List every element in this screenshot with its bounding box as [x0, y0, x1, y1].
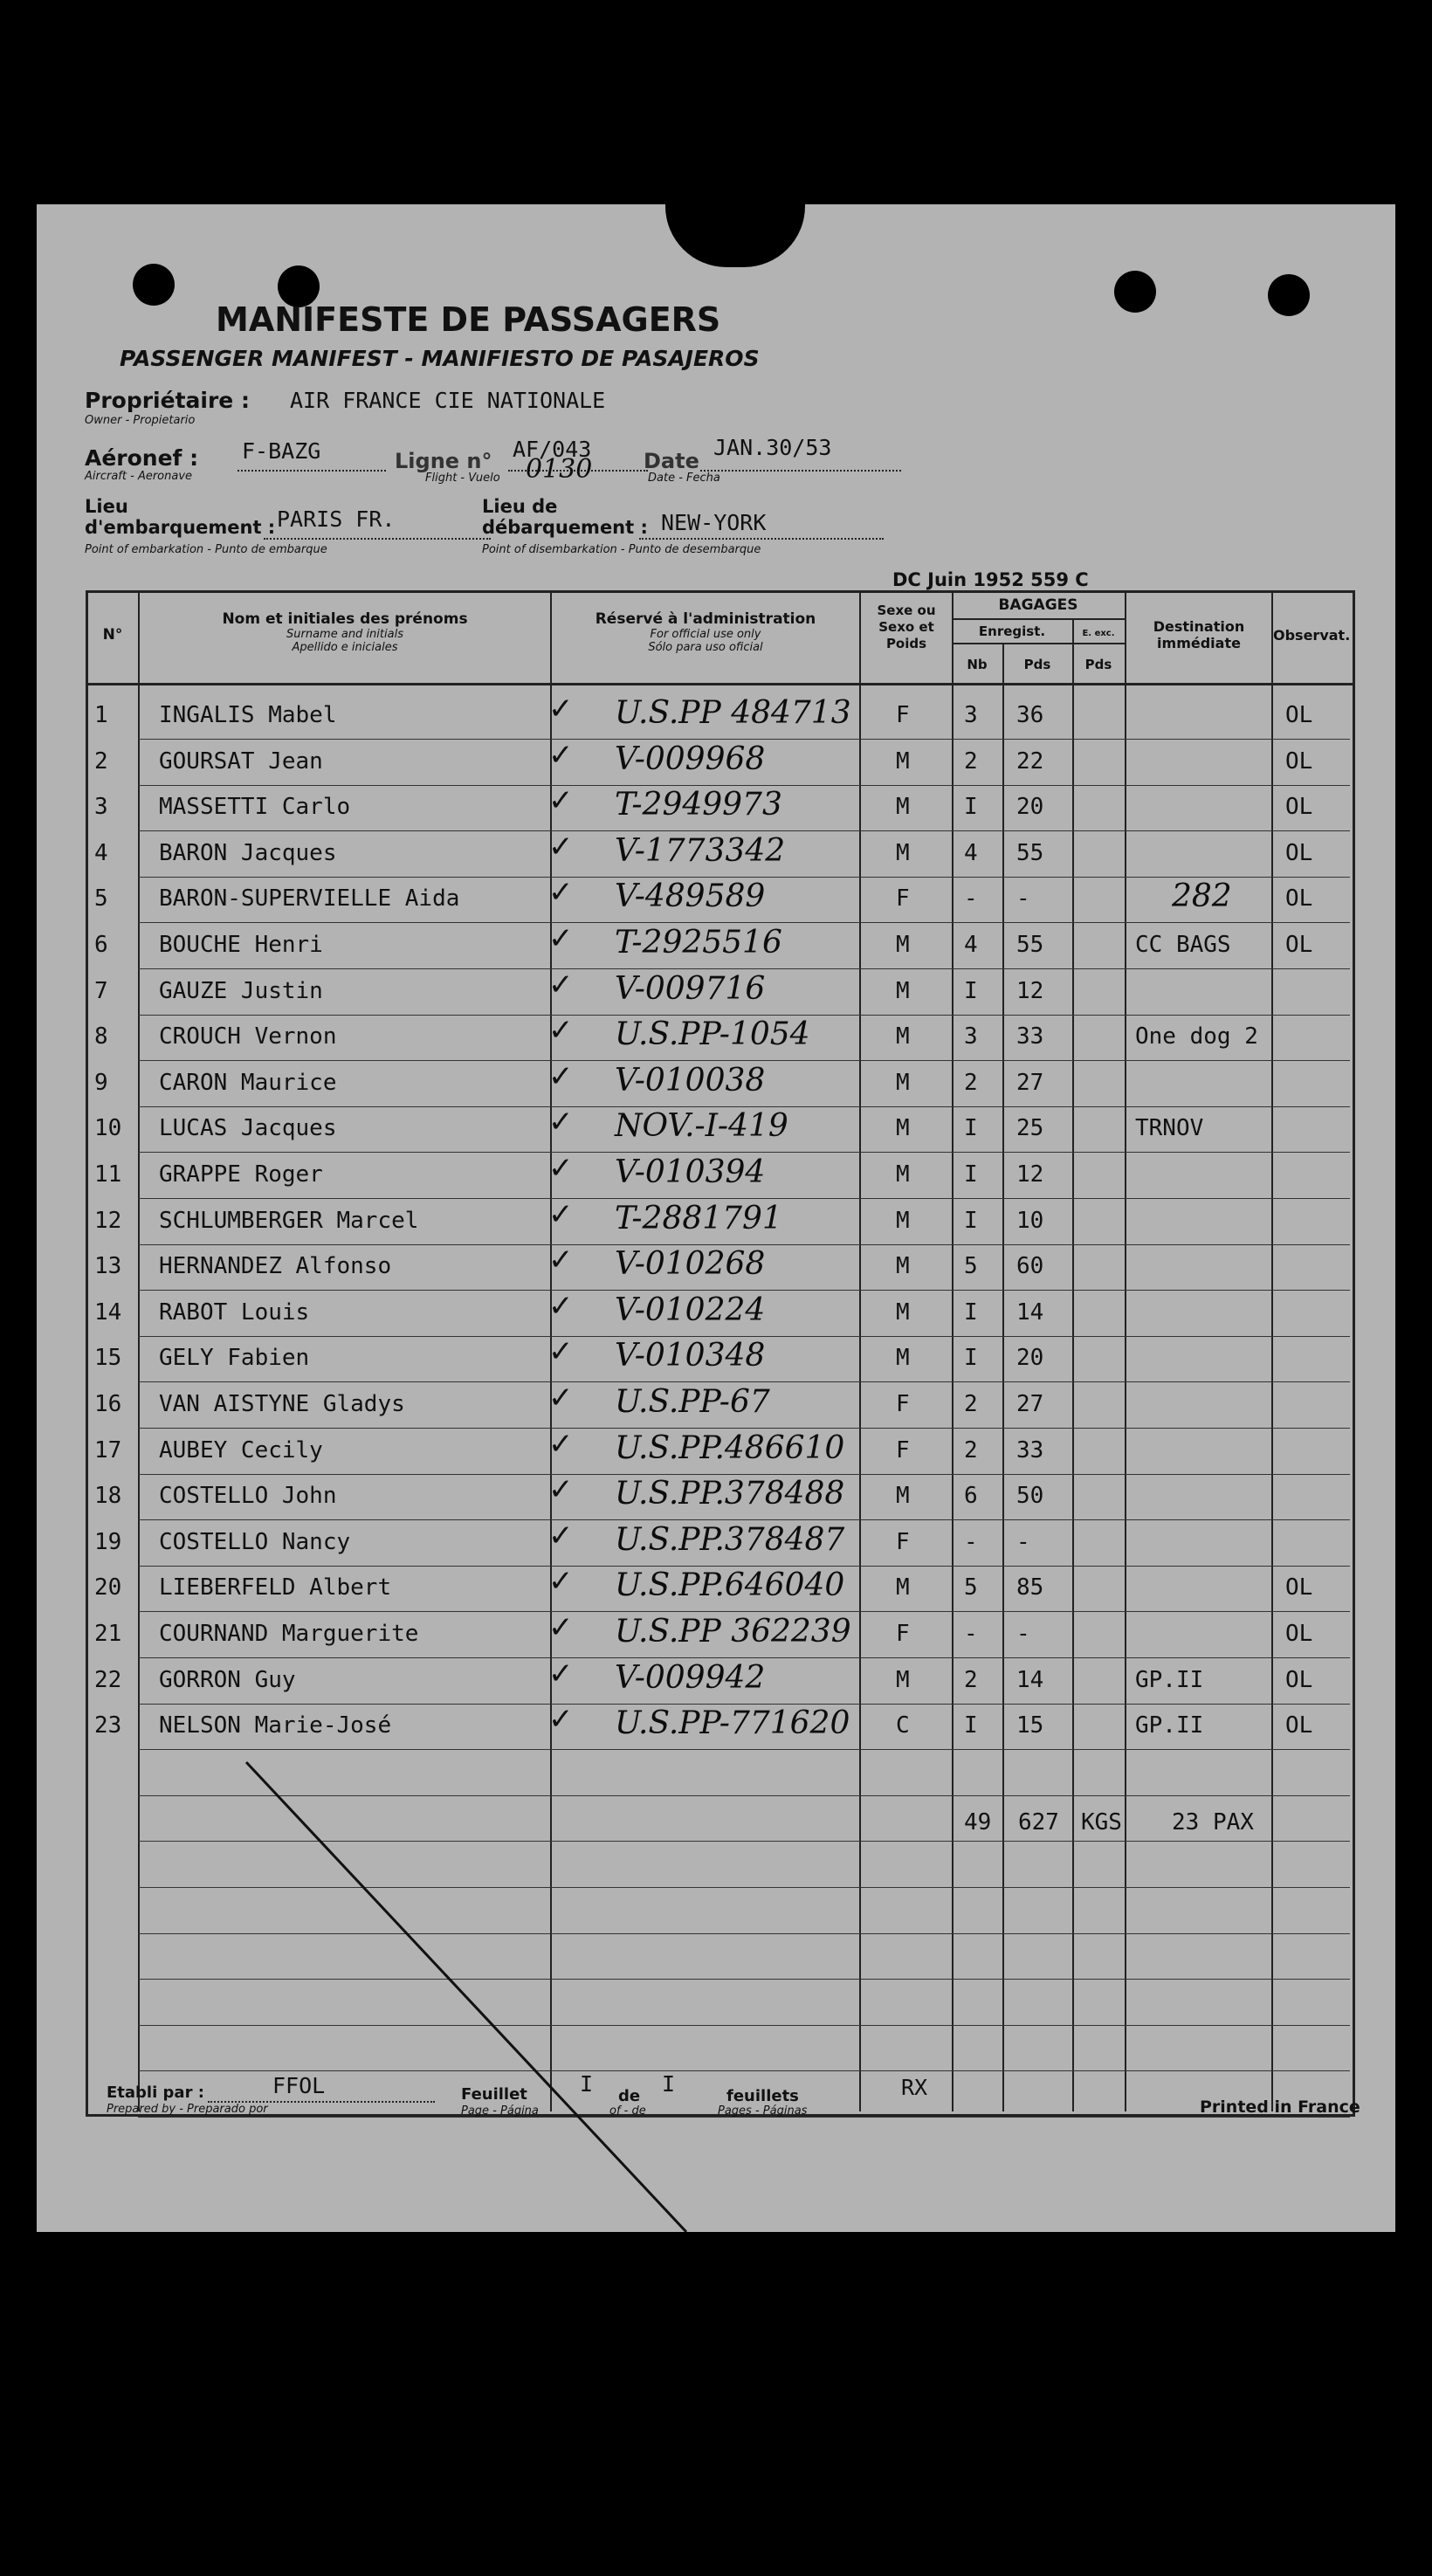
cell-no: 17 — [94, 1436, 122, 1464]
flight-value: AF/043 — [513, 437, 592, 462]
cell-no: 1 — [94, 702, 108, 728]
embark-value: PARIS FR. — [277, 506, 396, 532]
col-name-es: Apellido e iniciales — [292, 641, 398, 654]
cell-nb: 5 — [964, 1253, 978, 1280]
cell-obs: OL — [1285, 1621, 1313, 1647]
cell-name: HERNANDEZ Alfonso — [159, 1253, 392, 1280]
col-sex: Sexe ou Sexo et Poids — [877, 603, 936, 651]
cell-sex: M — [896, 932, 910, 958]
cell-no: 6 — [94, 932, 108, 958]
cell-sex: M — [896, 1253, 910, 1280]
disembark-label-2: débarquement : — [482, 517, 648, 538]
cell-sex: M — [896, 839, 910, 866]
cell-nb: 2 — [964, 1391, 978, 1417]
cell-sex: M — [896, 1345, 910, 1372]
cell-sex: M — [896, 747, 910, 775]
cell-doc: V-009716 — [615, 970, 766, 1007]
form-code-rx: RX — [901, 2075, 928, 2100]
check-mark-icon: ✓ — [548, 1105, 574, 1140]
check-mark-icon: ✓ — [548, 1656, 574, 1691]
cell-pds: 15 — [1016, 1712, 1044, 1739]
flight-value-2: 0130 — [526, 454, 593, 485]
cell-sex: M — [896, 1115, 910, 1142]
col-dest: Destination immédiate — [1153, 618, 1245, 651]
cell-pds: 60 — [1016, 1253, 1044, 1280]
col-no: N° — [102, 626, 123, 644]
cell-pds: 25 — [1016, 1115, 1044, 1142]
cell-no: 3 — [94, 794, 108, 821]
cell-doc: V-010348 — [615, 1338, 766, 1374]
cell-no: 10 — [94, 1115, 122, 1142]
owner-sublabel: Owner - Propietario — [85, 414, 196, 427]
cell-name: COURNAND Marguerite — [159, 1621, 419, 1647]
cell-pds: 55 — [1016, 839, 1044, 866]
check-mark-icon: ✓ — [548, 1013, 574, 1049]
cell-dest: CC BAGS — [1135, 932, 1231, 958]
cell-no: 7 — [94, 977, 108, 1004]
check-mark-icon: ✓ — [548, 783, 574, 819]
cell-no: 11 — [94, 1161, 122, 1188]
cell-sex: F — [896, 1621, 910, 1647]
cell-obs: OL — [1285, 1666, 1313, 1693]
disembark-value: NEW-YORK — [661, 510, 767, 535]
cell-obs: OL — [1285, 932, 1313, 958]
cell-name: SCHLUMBERGER Marcel — [159, 1207, 419, 1234]
cell-no: 21 — [94, 1621, 122, 1647]
cell-name: VAN AISTYNE Gladys — [159, 1391, 405, 1417]
cell-nb: - — [964, 1621, 978, 1647]
cell-obs: OL — [1285, 702, 1313, 728]
cell-name: COSTELLO Nancy — [159, 1528, 351, 1555]
cell-doc: U.S.PP.378487 — [615, 1521, 845, 1558]
check-mark-icon: ✓ — [548, 1610, 574, 1645]
cell-no: 2 — [94, 747, 108, 775]
aircraft-sublabel: Aircraft - Aeronave — [85, 470, 193, 483]
check-mark-icon: ✓ — [548, 1334, 574, 1370]
cell-name: AUBEY Cecily — [159, 1436, 323, 1464]
cell-sex: M — [896, 1207, 910, 1234]
prepared-label: Etabli par : — [107, 2084, 204, 2102]
prepared-sublabel: Prepared by - Preparado por — [107, 2103, 268, 2116]
cell-doc: T-2949973 — [615, 787, 782, 823]
sheet-value: I — [580, 2071, 594, 2097]
col-admin-fr: Réservé à l'administration — [595, 610, 816, 628]
cell-sex: F — [896, 885, 910, 913]
owner-label: Propriétaire : — [85, 388, 250, 413]
date-label: Date — [644, 449, 699, 473]
cell-name: BARON Jacques — [159, 839, 337, 866]
cell-pds: 50 — [1016, 1483, 1044, 1510]
cell-doc: V-1773342 — [615, 832, 786, 869]
cell-name: BARON-SUPERVIELLE Aida — [159, 885, 460, 913]
cell-obs: OL — [1285, 747, 1313, 775]
cell-no: 13 — [94, 1253, 122, 1280]
check-mark-icon: ✓ — [548, 921, 574, 956]
cell-pds: 12 — [1016, 977, 1044, 1004]
cell-obs: OL — [1285, 794, 1313, 821]
cell-no: 19 — [94, 1528, 122, 1555]
cell-pds: 12 — [1016, 1161, 1044, 1188]
sheet-sublabel: Page - Página — [461, 2104, 539, 2118]
col-admin-en: For official use only — [650, 628, 761, 641]
cell-name: GORRON Guy — [159, 1666, 296, 1693]
cell-doc: V-009968 — [615, 740, 766, 777]
cell-name: BOUCHE Henri — [159, 932, 323, 958]
cell-pds: 20 — [1016, 1345, 1044, 1372]
cell-dest: TRNOV — [1135, 1115, 1204, 1142]
cell-pds: 14 — [1016, 1666, 1044, 1693]
embark-label-1: Lieu — [85, 496, 128, 517]
cell-dest: One dog 2 — [1135, 1023, 1258, 1050]
cell-name: CARON Maurice — [159, 1069, 337, 1096]
col-enregist: Enregist. — [978, 623, 1046, 639]
page-title: MANIFESTE DE PASSAGERS — [216, 300, 721, 339]
cell-nb: 4 — [964, 839, 978, 866]
cell-nb: - — [964, 885, 978, 913]
check-mark-icon: ✓ — [548, 1564, 574, 1600]
cell-doc: V-010394 — [615, 1154, 766, 1190]
total-pax: 23 PAX — [1172, 1809, 1254, 1836]
cell-obs: OL — [1285, 1574, 1313, 1601]
col-pds: Pds — [1023, 657, 1051, 672]
cell-sex: M — [896, 1574, 910, 1601]
check-mark-icon: ✓ — [548, 1058, 574, 1094]
cell-nb: 2 — [964, 747, 978, 775]
cell-name: LUCAS Jacques — [159, 1115, 337, 1142]
cell-obs: OL — [1285, 1712, 1313, 1739]
cell-nb: 3 — [964, 702, 978, 728]
cell-no: 8 — [94, 1023, 108, 1050]
cell-no: 15 — [94, 1345, 122, 1372]
cell-pds: 14 — [1016, 1298, 1044, 1326]
cell-nb: 3 — [964, 1023, 978, 1050]
cell-name: RABOT Louis — [159, 1298, 310, 1326]
flight-sublabel: Flight - Vuelo — [425, 472, 500, 485]
cell-sex: M — [896, 1666, 910, 1693]
check-mark-icon: ✓ — [548, 967, 574, 1002]
cell-sex: F — [896, 1436, 910, 1464]
total-nb: 49 — [964, 1809, 992, 1836]
check-mark-icon: ✓ — [548, 1288, 574, 1324]
check-mark-icon: ✓ — [548, 1518, 574, 1553]
cell-pds: 36 — [1016, 702, 1044, 728]
cell-no: 14 — [94, 1298, 122, 1326]
cell-pds: 85 — [1016, 1574, 1044, 1601]
cell-no: 22 — [94, 1666, 122, 1693]
cell-no: 16 — [94, 1391, 122, 1417]
manifest-sheet — [37, 204, 1395, 2232]
cell-name: GELY Fabien — [159, 1345, 310, 1372]
aircraft-label: Aéronef : — [85, 445, 199, 471]
cell-dest: GP.II — [1135, 1666, 1204, 1693]
cell-nb: I — [964, 1298, 978, 1326]
cell-name: GAUZE Justin — [159, 977, 323, 1004]
form-code: DC Juin 1952 559 C — [892, 569, 1089, 590]
of-value: I — [662, 2071, 676, 2097]
cell-sex: F — [896, 1391, 910, 1417]
cell-name: MASSETTI Carlo — [159, 794, 351, 821]
cell-name: COSTELLO John — [159, 1483, 337, 1510]
aircraft-value: F-BAZG — [242, 438, 321, 464]
cell-doc: T-2925516 — [615, 925, 782, 961]
cell-pds: - — [1016, 1528, 1030, 1555]
cell-doc: U.S.PP.486610 — [615, 1429, 845, 1466]
check-mark-icon: ✓ — [548, 875, 574, 911]
cell-name: CROUCH Vernon — [159, 1023, 337, 1050]
col-name-en: Surname and initials — [286, 628, 403, 641]
printed-note: Printed in France — [1200, 2097, 1360, 2117]
cell-nb: 6 — [964, 1483, 978, 1510]
cell-doc: V-010268 — [615, 1246, 766, 1283]
owner-value: AIR FRANCE CIE NATIONALE — [290, 388, 606, 413]
check-mark-icon: ✓ — [548, 829, 574, 864]
of-label: de — [618, 2087, 641, 2105]
cell-sex: F — [896, 702, 910, 728]
cell-nb: 2 — [964, 1069, 978, 1096]
cell-obs: OL — [1285, 839, 1313, 866]
check-mark-icon: ✓ — [548, 1196, 574, 1232]
pages-sublabel: Pages - Páginas — [718, 2104, 808, 2118]
cell-nb: I — [964, 1161, 978, 1188]
cell-sex: M — [896, 1023, 910, 1050]
cell-name: GRAPPE Roger — [159, 1161, 323, 1188]
page-subtitle: PASSENGER MANIFEST - MANIFIESTO DE PASAJEROS — [120, 346, 760, 371]
cell-no: 5 — [94, 885, 108, 913]
cell-doc: U.S.PP 484713 — [615, 695, 851, 731]
cell-pds: 27 — [1016, 1069, 1044, 1096]
cell-doc: V-010224 — [615, 1291, 766, 1328]
cell-nb: 2 — [964, 1436, 978, 1464]
date-sublabel: Date - Fecha — [648, 472, 720, 485]
cell-pds: 20 — [1016, 794, 1044, 821]
prepared-value: FFOL — [272, 2073, 326, 2098]
cell-name: INGALIS Mabel — [159, 702, 337, 728]
cell-sex: M — [896, 794, 910, 821]
cell-doc: U.S.PP 362239 — [615, 1614, 851, 1650]
cell-pds: - — [1016, 885, 1030, 913]
cell-doc: V-489589 — [615, 878, 766, 915]
cell-nb: I — [964, 977, 978, 1004]
cell-doc: U.S.PP-67 — [615, 1384, 770, 1420]
check-mark-icon: ✓ — [548, 1151, 574, 1186]
col-name-fr: Nom et initiales des prénoms — [222, 610, 468, 628]
cell-no: 18 — [94, 1483, 122, 1510]
cell-pds: 33 — [1016, 1436, 1044, 1464]
cell-doc: U.S.PP.646040 — [615, 1567, 845, 1604]
col-admin-es: Sólo para uso oficial — [648, 641, 763, 654]
cell-pds: 27 — [1016, 1391, 1044, 1417]
check-mark-icon: ✓ — [548, 1426, 574, 1462]
cell-doc: U.S.PP-1054 — [615, 1016, 810, 1053]
cell-sex: M — [896, 1483, 910, 1510]
pages-label: feuillets — [726, 2087, 799, 2105]
col-obs: Observat. — [1273, 627, 1351, 644]
check-mark-icon: ✓ — [548, 692, 574, 727]
flight-label: Ligne n° — [395, 449, 492, 473]
cell-nb: - — [964, 1528, 978, 1555]
cell-no: 12 — [94, 1207, 122, 1234]
cell-no: 20 — [94, 1574, 122, 1601]
cell-sex: M — [896, 977, 910, 1004]
check-mark-icon: ✓ — [548, 1243, 574, 1278]
cell-pds: - — [1016, 1621, 1030, 1647]
cell-dest: GP.II — [1135, 1712, 1204, 1739]
cell-pds: 10 — [1016, 1207, 1044, 1234]
total-pds: 627 — [1018, 1809, 1059, 1836]
cell-nb: I — [964, 1345, 978, 1372]
cell-dest: 282 — [1172, 878, 1232, 915]
cell-pds: 55 — [1016, 932, 1044, 958]
check-mark-icon: ✓ — [548, 1702, 574, 1738]
disembark-sublabel: Point of disembarkation - Punto de desembarque — [482, 543, 761, 556]
col-nb: Nb — [967, 657, 988, 672]
cell-nb: I — [964, 794, 978, 821]
check-mark-icon: ✓ — [548, 1381, 574, 1415]
cell-nb: 5 — [964, 1574, 978, 1601]
cell-pds: 33 — [1016, 1023, 1044, 1050]
cell-doc: U.S.PP.378488 — [615, 1476, 845, 1512]
check-mark-icon: ✓ — [548, 1472, 574, 1508]
cell-doc: NOV.-I-419 — [615, 1108, 788, 1145]
cell-no: 9 — [94, 1069, 108, 1096]
cell-sex: M — [896, 1298, 910, 1326]
total-unit: KGS — [1081, 1809, 1122, 1836]
cell-nb: 4 — [964, 932, 978, 958]
cell-nb: I — [964, 1115, 978, 1142]
date-value: JAN.30/53 — [713, 435, 832, 460]
embark-sublabel: Point of embarkation - Punto de embarque — [85, 543, 327, 556]
strike-line — [37, 204, 1395, 2232]
of-sublabel: of - de — [609, 2104, 646, 2118]
cell-doc: V-010038 — [615, 1062, 766, 1099]
cell-obs: OL — [1285, 885, 1313, 913]
cell-doc: V-009942 — [615, 1659, 766, 1696]
col-pds-2: Pds — [1084, 657, 1112, 672]
cell-sex: F — [896, 1528, 910, 1555]
cell-nb: 2 — [964, 1666, 978, 1693]
check-mark-icon: ✓ — [548, 737, 574, 773]
cell-sex: M — [896, 1069, 910, 1096]
cell-no: 4 — [94, 839, 108, 866]
col-excess: E. exc. — [1082, 629, 1115, 638]
cell-nb: I — [964, 1712, 978, 1739]
cell-nb: I — [964, 1207, 978, 1234]
sheet-label: Feuillet — [461, 2085, 527, 2104]
cell-doc: U.S.PP-771620 — [615, 1705, 850, 1742]
cell-pds: 22 — [1016, 747, 1044, 775]
cell-sex: C — [896, 1712, 910, 1739]
cell-doc: T-2881791 — [615, 1200, 782, 1236]
cell-no: 23 — [94, 1712, 122, 1739]
cell-name: NELSON Marie-José — [159, 1712, 392, 1739]
cell-name: GOURSAT Jean — [159, 747, 323, 775]
cell-name: LIEBERFELD Albert — [159, 1574, 392, 1601]
col-bagages: BAGAGES — [998, 596, 1078, 614]
embark-label-2: d'embarquement : — [85, 517, 276, 538]
cell-sex: M — [896, 1161, 910, 1188]
disembark-label-1: Lieu de — [482, 496, 558, 517]
